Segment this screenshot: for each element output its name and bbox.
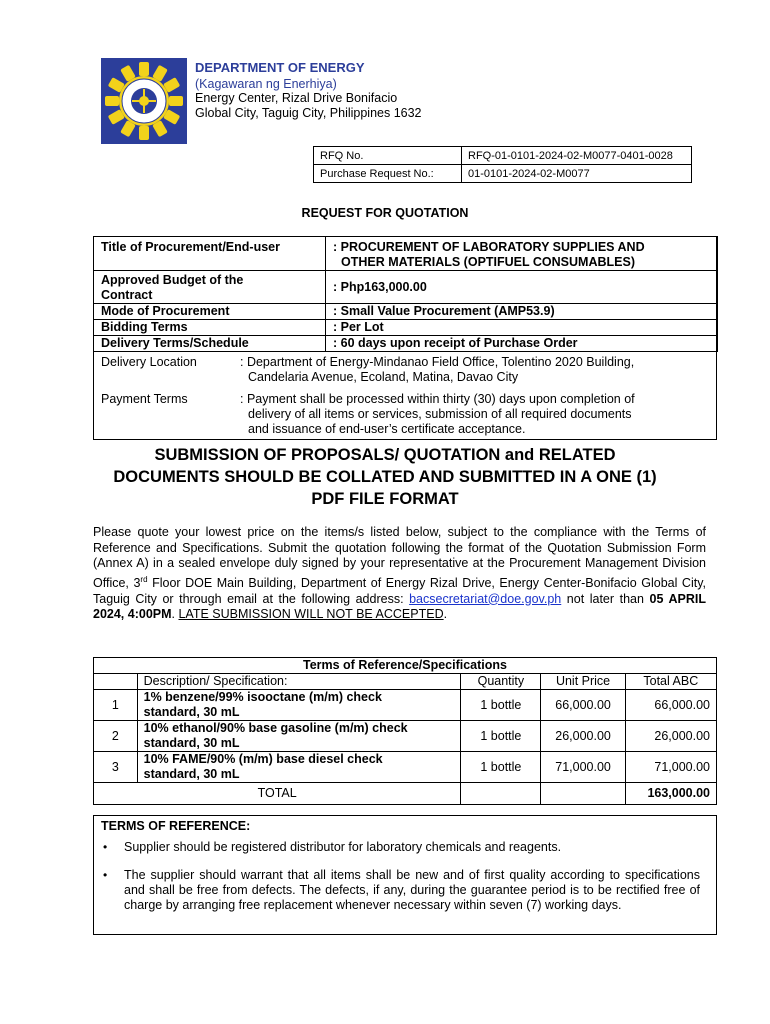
org-address (195, 91, 422, 121)
header-description: Description/ Specification: (137, 674, 461, 690)
terms-title: TERMS OF REFERENCE: (101, 819, 251, 833)
abc-value: : Php163,000.00 (326, 271, 718, 304)
header-no (94, 674, 138, 690)
bullet-icon: • (103, 840, 108, 854)
pr-label: Purchase Request No.: (314, 165, 462, 183)
delivery-label: Delivery Terms/Schedule (94, 336, 326, 352)
abc-label: Approved Budget of the Contract (94, 271, 326, 304)
table-row: 2 10% ethanol/90% base gasoline (m/m) check standard, 30 mL 1 bottle 26,000.00 26,000.00 (94, 721, 717, 752)
bullet-icon: • (103, 868, 108, 882)
pr-value: 01-0101-2024-02-M0077 (462, 165, 692, 183)
late-submission-notice: LATE SUBMISSION WILL NOT BE ACCEPTED (178, 607, 444, 622)
table-row: 1 1% benzene/99% isooctane (m/m) check standard, 30 mL 1 bottle 66,000.00 66,000.00 (94, 690, 717, 721)
procurement-info-table (93, 236, 718, 352)
mode-label: Mode of Procurement (94, 304, 326, 320)
bidding-label: Bidding Terms (94, 320, 326, 336)
total-value: 163,000.00 (625, 783, 716, 805)
address-line-2: Global City, Taguig City, Philippines 1632 (195, 106, 422, 120)
doe-logo (101, 58, 187, 144)
term-item-2: The supplier should warrant that all items shall be new and of first quality according to specifications and shall be free from defects. The defects, if any, during the guarantee period is to be rectified free of charge by arranging free replacement whenever necessary within seven (7) working days. (124, 868, 700, 912)
title-label: Title of Procurement/End-user (94, 237, 326, 271)
org-name: DEPARTMENT OF ENERGY (195, 60, 365, 75)
rfq-label: RFQ No. (314, 147, 462, 165)
specifications-table (93, 657, 717, 805)
term-item-1: Supplier should be registered distributor for laboratory chemicals and reagents. (124, 840, 562, 854)
total-row (94, 783, 717, 805)
delivery-value: : 60 days upon receipt of Purchase Order (326, 336, 718, 352)
payment-value: : Payment shall be processed within thirty (30) days upon completion of delivery of all items or services, submission of all required documents and issuance of end-user’s certificate acceptance. (240, 392, 635, 436)
total-label: TOTAL (94, 783, 461, 805)
table-row: 3 10% FAME/90% (m/m) base diesel check standard, 30 mL 1 bottle 71,000.00 71,000.00 (94, 752, 717, 783)
document-title: REQUEST FOR QUOTATION (301, 206, 469, 220)
rfq-reference-table (313, 146, 692, 183)
header-unit-price: Unit Price (541, 674, 625, 690)
header-total-abc: Total ABC (625, 674, 716, 690)
header-quantity: Quantity (461, 674, 541, 690)
bidding-value: : Per Lot (326, 320, 718, 336)
rfq-value: RFQ-01-0101-2024-02-M0077-0401-0028 (462, 147, 692, 165)
deadline: 05 APRIL 2024, 4:00PM (93, 591, 706, 622)
spec-caption: Terms of Reference/Specifications (94, 658, 717, 674)
address-line-1: Energy Center, Rizal Drive Bonifacio (195, 91, 398, 105)
mode-value: : Small Value Procurement (AMP53.9) (326, 304, 718, 320)
email-link[interactable]: bacsecretariat@doe.gov.ph (409, 591, 562, 606)
payment-label: Payment Terms (101, 392, 188, 406)
org-subname: (Kagawaran ng Enerhiya) (195, 77, 337, 91)
submission-headline: SUBMISSION OF PROPOSALS/ QUOTATION and RELATED DOCUMENTS SHOULD BE COLLATED AND SUBMITTED IN A ONE (1) PDF FILE FORMAT (113, 446, 657, 508)
location-label: Delivery Location (101, 355, 197, 369)
instructions-paragraph: Please quote your lowest price on the items/s listed below, subject to the compliance with the Terms of Reference and Specifications. Submit the quotation following the format of the Quotation Submission Form (Annex A) in a sealed envelope duly signed by your representative at the Procurement Management Division Office, 3rd Floor DOE Main Building, Department of Energy Rizal Drive, Energy Center-Bonifacio Global City, Taguig City or through email at the following address: bacsecretariat@doe.gov.ph not later than 05 APRIL 2024, 4:00PM. LATE SUBMISSION WILL NOT BE ACCEPTED. (93, 525, 706, 622)
location-value: : Department of Energy-Mindanao Field Office, Tolentino 2020 Building, Candelaria Avenue, Ecoland, Matina, Davao City (240, 355, 635, 384)
title-value: : PROCUREMENT OF LABORATORY SUPPLIES AND OTHER MATERIALS (OPTIFUEL CONSUMABLES) (326, 237, 718, 271)
